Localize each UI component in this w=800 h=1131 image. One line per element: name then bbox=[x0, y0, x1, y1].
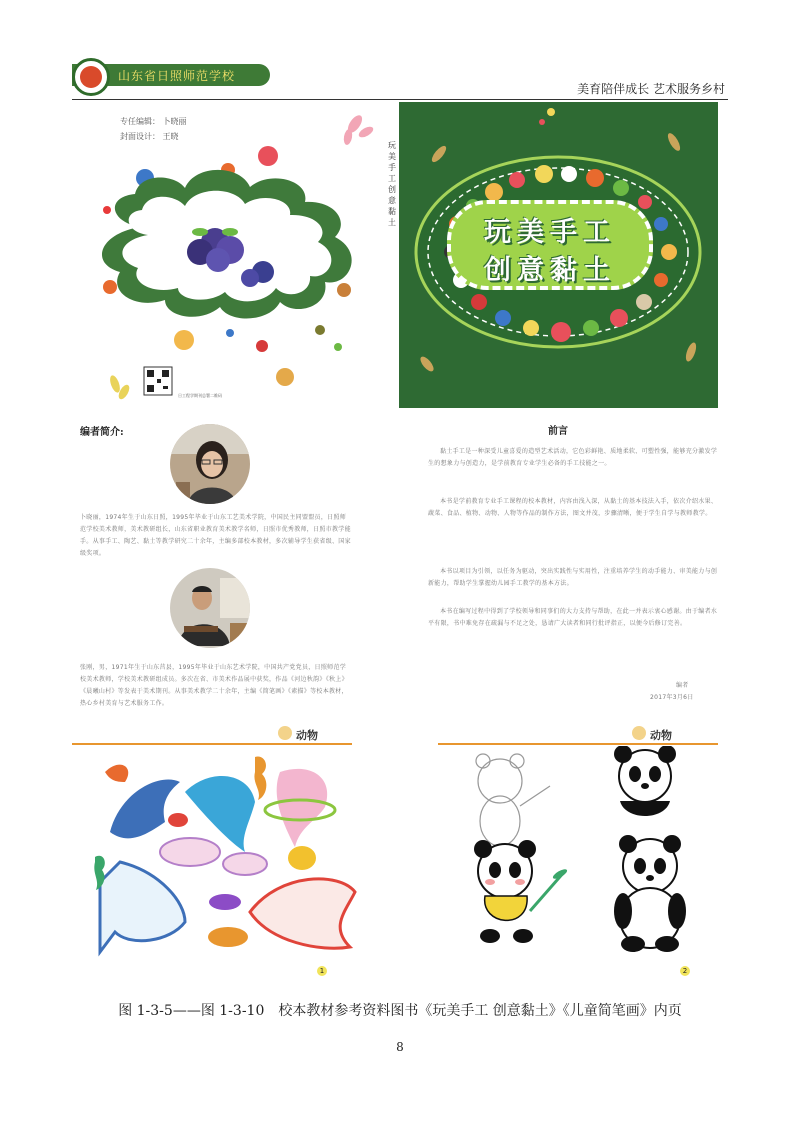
page-number: 8 bbox=[396, 1040, 404, 1054]
credit-designer: 封面设计： 王晓 bbox=[120, 132, 179, 141]
preface-paragraph-2: 本书是学前教育专业手工课程的校本教材，内容由浅入深，从黏土的基本技法入手，依次介绍水果、蔬菜、食品、植物、动物、人物等作品的制作方法，图文并茂，步骤清晰，便于学生自学与教师教学。 bbox=[428, 498, 718, 517]
fish-icon bbox=[208, 927, 248, 947]
school-logo-icon bbox=[72, 58, 110, 96]
qr-caption: 日工程学期刊总署二维码 bbox=[178, 393, 222, 398]
fish-icon bbox=[209, 894, 241, 910]
author-photo-1 bbox=[170, 424, 250, 504]
striped-fish-icon bbox=[100, 862, 185, 952]
preface-paragraph-1: 黏土手工是一种深受儿童喜爱的造型艺术活动，它色彩鲜艳、质地柔软、可塑性强，能够充分激发学生的想象力与创造力，是学前教育专业学生必备的手工技能之一。 bbox=[428, 448, 718, 467]
shrimp-icon bbox=[105, 765, 128, 782]
cover-title-line1: 玩美手工 bbox=[484, 217, 616, 248]
striped-fish-icon bbox=[250, 879, 355, 948]
mascot-icon bbox=[632, 726, 646, 740]
crab-icon bbox=[168, 813, 188, 827]
cover-title-plate bbox=[447, 200, 653, 290]
author-bio-2: 张刚，男，1971年生于山东莒县，1995年毕业于山东艺术学院，中国共产党党员，日照师范学校美术教师，学校美术教研组成员。多次在省、市美术作品展中获奖，作品《河边秋韵》《秋上》《晨曦山村》等发表于美术期刊。从事美术教学二十余年，主编《简笔画》《素描》等校本教材，热心乡村美育与艺术服务工作。 bbox=[80, 664, 348, 707]
back-cover-illustration bbox=[80, 102, 382, 408]
book-spine-text: 玩美手工 创意黏土 bbox=[388, 141, 396, 227]
panda-bamboo-icon bbox=[474, 840, 568, 943]
section-tab-rule-left bbox=[72, 743, 352, 745]
header-divider bbox=[72, 99, 728, 100]
authors-heading: 编者简介: bbox=[80, 427, 124, 438]
dolphin-icon bbox=[110, 779, 180, 838]
figure-caption: 图 1-3-5——图 1-3-10 校本教材参考资料图书《玩美手工 创意黏土》《儿童简笔画》内页 bbox=[118, 1003, 682, 1019]
author-photo-2 bbox=[170, 568, 250, 648]
preface-paragraph-4: 本书在编写过程中得到了学校领导和同事们的大力支持与帮助，在此一并表示衷心感谢。由于编者水平有限，书中难免存在疏漏与不足之处，恳请广大读者和同行批评指正，以便今后修订完善。 bbox=[428, 608, 718, 627]
header-slogan: 美育陪伴成长 艺术服务乡村 bbox=[577, 82, 725, 96]
qr-code bbox=[144, 367, 172, 395]
section-tab-label-left: 动物 bbox=[296, 729, 318, 742]
credit-editor: 专任编辑： 卜晓丽 bbox=[120, 117, 187, 126]
leaf-sprig-icon bbox=[343, 113, 375, 146]
cover-title-line2: 创意黏土 bbox=[484, 255, 616, 286]
page-number-left: 1 bbox=[317, 966, 327, 976]
book-back-cover bbox=[80, 102, 382, 408]
seahorse-icon bbox=[254, 757, 266, 800]
panda-sitting-icon bbox=[614, 835, 686, 952]
mascot-icon bbox=[278, 726, 292, 740]
sea-animals-illustration bbox=[90, 752, 360, 972]
section-tab-rule-right bbox=[438, 743, 718, 745]
page-number-right: 2 bbox=[680, 966, 690, 976]
preface-signature: 编者 bbox=[676, 682, 689, 689]
school-name: 山东省日照师范学校 bbox=[118, 69, 236, 83]
fish-icon bbox=[223, 853, 267, 875]
section-tab-label-right: 动物 bbox=[650, 729, 672, 742]
panda-head-icon bbox=[614, 746, 676, 816]
panda-sketch-icon bbox=[476, 754, 550, 846]
preface-date: 2017年3月6日 bbox=[650, 694, 694, 701]
preface-paragraph-3: 本书以项目为引领，以任务为驱动，突出实践性与实用性，注重培养学生的动手能力、审美能力与创新能力，帮助学生掌握幼儿园手工教学的基本方法。 bbox=[428, 568, 718, 587]
fish-icon bbox=[160, 838, 220, 866]
fish-icon bbox=[288, 846, 316, 870]
preface-heading: 前言 bbox=[548, 426, 568, 437]
panda-drawings-illustration bbox=[445, 746, 715, 966]
author-bio-1: 卜晓丽，1974年生于山东日照，1995年毕业于山东工艺美术学院，中国民主同盟盟员，日照师范学校美术教师，美术教研组长，山东省职业教育美术教学名师，日照市优秀教师，日照市教学能手。从事手工、陶艺、黏土等教学研究二十余年，主编多部校本教材，多次辅导学生获省级、国家级奖项。 bbox=[80, 514, 351, 557]
dolphin-icon bbox=[277, 769, 328, 847]
